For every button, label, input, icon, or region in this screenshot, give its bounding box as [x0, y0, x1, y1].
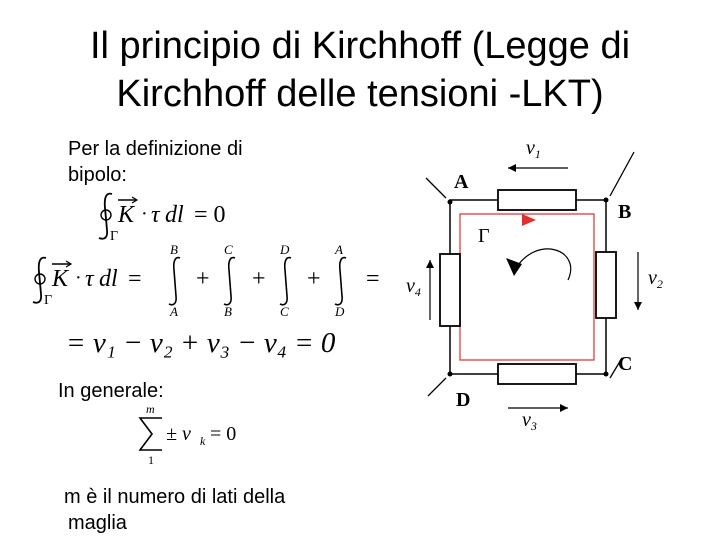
sum-upper-limit: m: [146, 402, 155, 416]
vector-tau: τ: [151, 202, 160, 228]
node-C-dot: [604, 372, 609, 377]
contour-gamma: Γ: [110, 229, 119, 244]
v4-label: $v_4$: [406, 275, 421, 299]
lower-limit-BC: B: [224, 304, 232, 319]
node-B-dot: [604, 198, 609, 203]
equation-summation: [136, 400, 266, 468]
integral-sign-DA: [335, 258, 346, 305]
vector-tau-2: τ: [85, 266, 94, 292]
title-line-2: Kirchhoff delle tensioni -LKT): [116, 73, 604, 115]
dot-operator-2: ·: [75, 267, 82, 289]
node-label-D: D: [456, 389, 471, 411]
bipolo-4: [440, 254, 460, 326]
dot-operator: ·: [141, 203, 148, 225]
node-label-C: C: [618, 353, 633, 375]
bipolo-1: [498, 190, 576, 210]
integral-A-B: [169, 242, 180, 319]
bipolo-3: [498, 364, 576, 384]
vector-K-2: K: [52, 266, 69, 292]
lead-A: [426, 178, 446, 198]
plus-3: +: [307, 266, 321, 292]
equals-zero: = 0: [194, 202, 226, 228]
integral-D-A: [334, 242, 346, 319]
text-m-line-2: maglia: [68, 512, 127, 534]
sigma-symbol: [140, 418, 162, 450]
sum-lower-limit: 1: [148, 453, 154, 467]
v1-label: $v_1$: [526, 137, 541, 161]
vector-K: K: [118, 202, 135, 228]
sum-subscript: k: [200, 434, 206, 448]
wire-left-bottom: [450, 326, 498, 374]
dl: dl: [165, 202, 184, 228]
plus-1: +: [196, 266, 210, 292]
integral-sign-BC: [224, 258, 235, 305]
bipolo-2: [596, 252, 616, 318]
v4-arrowhead: [426, 260, 434, 268]
integral-sign-AB: [169, 258, 180, 305]
lead-D: [428, 378, 446, 396]
equals-sign-a: =: [128, 266, 142, 292]
integral-sign-CD: [280, 258, 291, 305]
text-definizione: [68, 136, 243, 188]
slide-title: [40, 22, 680, 118]
node-D-dot: [448, 372, 453, 377]
loop-gamma-label: Γ: [478, 225, 490, 247]
title-line-1: Il principio di Kirchhoff (Legge di: [89, 25, 631, 67]
dl-2: dl: [99, 266, 118, 292]
text-generale: In generale:: [58, 380, 164, 402]
text-definizione-line-1: Per la definizione di: [68, 138, 243, 160]
wire-top-left: [450, 200, 498, 202]
loop-gamma-arrow: [522, 214, 536, 226]
text-m-line-1: m è il numero di lati della: [64, 486, 286, 508]
upper-limit-BC: C: [224, 242, 233, 257]
circuit-diagram: [398, 130, 698, 442]
node-A-dot: [448, 200, 453, 205]
lower-limit-DA: D: [335, 304, 345, 319]
v3-arrowhead: [560, 404, 568, 412]
integral-B-C: [224, 242, 235, 319]
v2-arrowhead: [634, 302, 642, 310]
wire-right-bottom: [576, 318, 606, 374]
v1-arrowhead: [508, 164, 516, 172]
v3-label: $v_3$: [522, 409, 537, 433]
circulation-arc: [516, 249, 571, 280]
contour-gamma-2: Γ: [44, 293, 53, 308]
sum-body: ± v: [166, 423, 191, 445]
node-label-B: B: [618, 201, 632, 223]
circulation-arrowhead: [506, 258, 522, 276]
upper-limit-DA: A: [335, 242, 343, 257]
upper-limit-CD: D: [280, 242, 290, 257]
integral-C-D: [279, 242, 291, 319]
equation-split-integral: [30, 240, 390, 320]
lower-limit-CD: C: [280, 304, 289, 319]
plus-2: +: [252, 266, 266, 292]
text-m-definition: [64, 484, 285, 536]
equation-circulation-zero: [86, 188, 246, 244]
node-label-A: A: [454, 171, 469, 193]
equation-sum-voltages: = v₁ − v₂ + v₃ − v₄ = 0: [66, 327, 336, 359]
sum-equals-zero: = 0: [210, 423, 237, 445]
lower-limit-AB: A: [170, 304, 178, 319]
v2-label: $v_2$: [648, 267, 663, 291]
text-definizione-line-2: bipolo:: [68, 164, 127, 186]
lead-B: [610, 152, 634, 196]
equals-sign-b: =: [366, 266, 380, 292]
wire-top-right: [576, 200, 606, 252]
upper-limit-AB: B: [170, 242, 178, 257]
